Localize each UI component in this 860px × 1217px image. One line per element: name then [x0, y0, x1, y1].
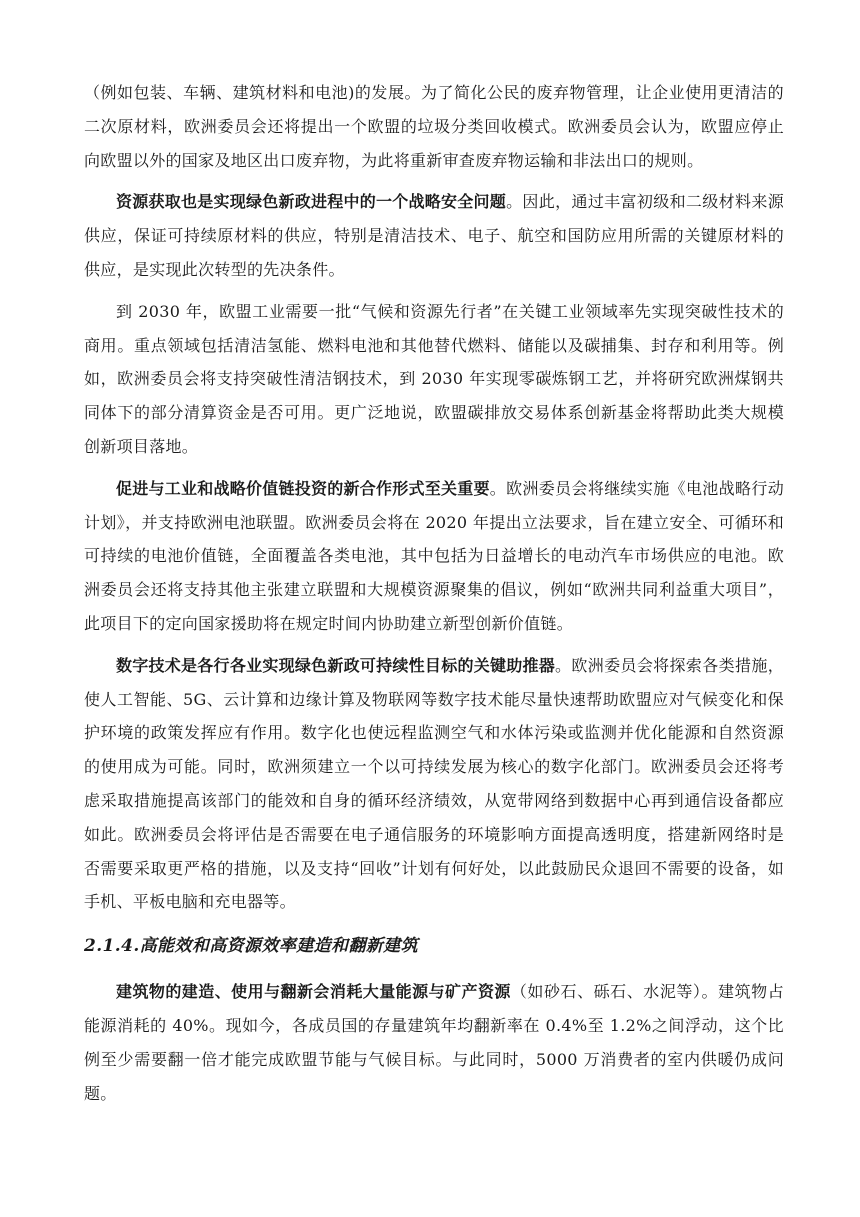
paragraph-lead-bold: 促进与工业和战略价值链投资的新合作形式至关重要 [116, 478, 490, 498]
paragraph-text: 。欧洲委员会将探索各类措施，使人工智能、5G、云计算和边缘计算及物联网等数字技术能尽量快速帮助欧盟应对气候变化和保护环境的政策发挥应有作用。数字化也使远程监测空气和水体污染或监测并优化能源和自然资源的使用成为可能。同时，欧洲须建立一个以可持续发展为核心的数字化部门。欧洲委员会还将考虑采取措施提高该部门的能效和自身的循环经济绩效，从宽带网络到数据中心再到通信设备都应如此。欧洲委员会将评估是否需要在电子通信服务的环境影响方面提高透明度，搭建新网络时是否需要采取更严格的措施，以及支持“回收”计划有何好处，以此鼓励民众退回不需要的设备，如手机、平板电脑和充电器等。 [84, 655, 784, 912]
section-heading: 2.1.4.高能效和高资源效率建造和翻新建筑 [84, 936, 419, 957]
body-paragraph-3 [84, 295, 784, 464]
paragraph-text: 到 2030 年，欧盟工业需要一批“气候和资源先行者”在关键工业领域率先实现突破性技术的商用。重点领域包括清洁氢能、燃料电池和其他替代燃料、储能以及碳捕集、封存和利用等。例如，欧洲委员会将支持突破性清洁钢技术，到 2030 年实现零碳炼钢工艺，并将研究欧洲煤钢共同体下的部分清算资金是否可用。更广泛地说，欧盟碳排放交易体系创新基金将帮助此类大规模创新项目落地。 [84, 301, 784, 456]
paragraph-text: 。欧洲委员会将继续实施《电池战略行动计划》，并支持欧洲电池联盟。欧洲委员会将在 2020 年提出立法要求，旨在建立安全、可循环和可持续的电池价值链，全面覆盖各类电池，其中包括为日益增长的电动汽车市场供应的电池。欧洲委员会还将支持其他主张建立联盟和大规模资源聚集的倡议，例如“欧洲共同利益重大项目”，此项目下的定向国家援助将在规定时间内协助建立新型创新价值链。 [84, 478, 784, 633]
body-paragraph-4 [84, 472, 784, 641]
paragraph-lead-bold: 建筑物的建造、使用与翻新会消耗大量能源与矿产资源 [116, 982, 511, 1002]
paragraph-lead-bold: 资源获取也是实现绿色新政进程中的一个战略安全问题 [116, 192, 507, 212]
body-paragraph-2 [84, 185, 784, 286]
paragraph-text: （如砂石、砾石、水泥等）。建筑物占能源消耗的 40%。现如今，各成员国的存量建筑年均翻新率在 0.4%至 1.2%之间浮动，这个比例至少需要翻一倍才能完成欧盟节能与气候目标。与此同时，5000 万消费者的室内供暖仍成问题。 [84, 982, 784, 1103]
paragraph-text: 。因此，通过丰富初级和二级材料来源供应，保证可持续原材料的供应，特别是清洁技术、电子、航空和国防应用所需的关键原材料的供应，是实现此次转型的先决条件。 [84, 192, 784, 279]
paragraph-text: （例如包装、车辆、建筑材料和电池)的发展。为了简化公民的废弃物管理，让企业使用更清洁的二次原材料，欧洲委员会还将提出一个欧盟的垃圾分类回收模式。欧洲委员会认为，欧盟应停止向欧盟以外的国家及地区出口废弃物，为此将重新审查废弃物运输和非法出口的规则。 [84, 83, 784, 170]
document-page [84, 76, 784, 1118]
body-paragraph-5 [84, 649, 784, 919]
body-paragraph-6 [84, 975, 784, 1110]
paragraph-lead-bold: 数字技术是各行各业实现绿色新政可持续性目标的关键助推器 [116, 655, 556, 675]
body-paragraph-1 [84, 76, 784, 177]
